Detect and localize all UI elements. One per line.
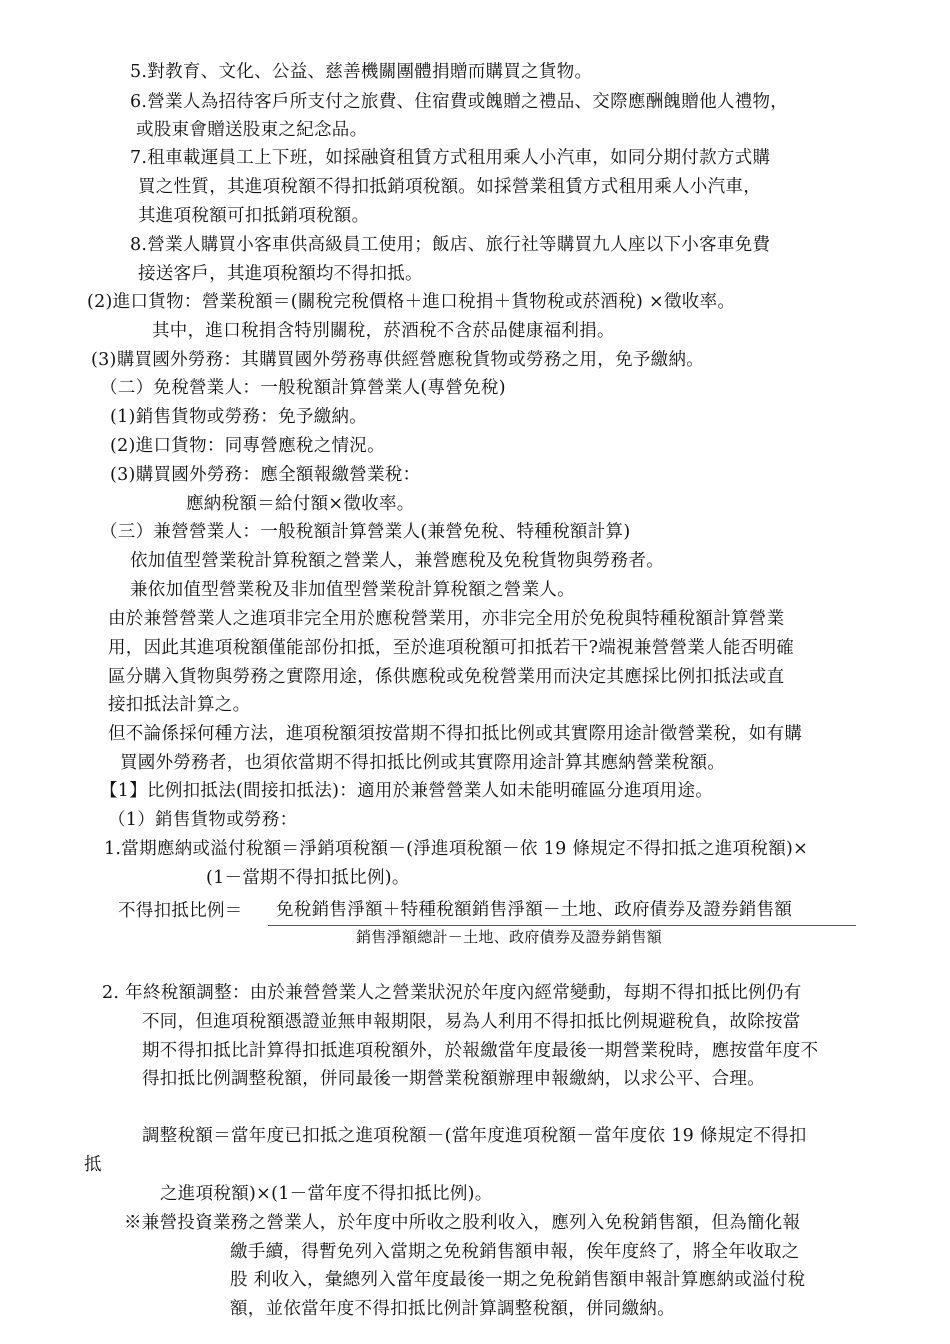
text-line: 其中，進口稅捐含特別關稅，菸酒稅不含菸品健康福利捐。 bbox=[152, 321, 615, 341]
text-line: 8.營業人購買小客車供高級員工使用；飯店、旅行社等購買九人座以下小客車免費 bbox=[130, 235, 771, 255]
note-line: ※兼營投資業務之營業人，於年度中所收之股利收入，應列入免稅銷售額，但為簡化報 bbox=[124, 1213, 801, 1233]
note-line: 額，並依當年度不得扣抵比例計算調整稅額，併同繳納。 bbox=[230, 1299, 675, 1319]
formula-line: (1－當期不得扣抵比例)。 bbox=[206, 868, 410, 888]
text-line: 5.對教育、文化、公益、慈善機關團體捐贈而購買之貨物。 bbox=[130, 62, 593, 82]
text-line: 其進項稅額可扣抵銷項稅額。 bbox=[138, 206, 370, 226]
text-line: 期不得扣抵比計算得扣抵進項稅額外，於報繳當年度最後一期營業稅時，應按當年度不 bbox=[142, 1041, 819, 1061]
fraction-numerator: 免稅銷售淨額＋特種稅額銷售淨額－土地、政府債券及證券銷售額 bbox=[276, 900, 793, 920]
text-line: (3)購買國外勞務：應全額報繳營業稅： bbox=[110, 465, 421, 485]
fraction-denominator: 銷售淨額總計－土地、政府債券及證券銷售額 bbox=[356, 928, 663, 946]
text-line: 7.租車載運員工上下班，如採融資租賃方式租用乘人小汽車，如同分期付款方式購 bbox=[130, 148, 771, 168]
section-heading: （二）免稅營業人：一般稅額計算營業人(專營免稅) bbox=[100, 378, 506, 398]
text-line: 6.營業人為招待客戶所支付之旅費、住宿費或餽贈之禮品、交際應酬餽贈他人禮物， bbox=[130, 92, 789, 112]
text-line: 但不論係採何種方法，進項稅額須按當期不得扣抵比例或其實際用途計徵營業稅，如有購 bbox=[108, 724, 803, 744]
text-line: （1）銷售貨物或勞務： bbox=[108, 810, 298, 830]
note-line: 繳手續，得暫免列入當期之免稅銷售額申報，俟年度終了，將全年收取之 bbox=[230, 1242, 800, 1262]
text-line: 2. 年終稅額調整：由於兼營營業人之營業狀況於年度內經常變動，每期不得扣抵比例仍有 bbox=[102, 983, 802, 1003]
text-line: 或股東會贈送股東之紀念品。 bbox=[136, 120, 368, 140]
text-line: 得扣抵比例調整稅額，併同最後一期營業稅額辦理申報繳納，以求公平、合理。 bbox=[142, 1069, 765, 1089]
text-line: 用，因此其進項稅額僅能部份扣抵，至於進項稅額可扣抵若干?端視兼營營業人能否明確 bbox=[108, 638, 795, 658]
note-line: 股 利收入，彙總列入當年度最後一期之免稅銷售額申報計算應納或溢付稅 bbox=[230, 1270, 806, 1290]
text-line: (1)銷售貨物或勞務：免予繳納。 bbox=[110, 407, 368, 427]
text-line: (2)進口貨物：同專營應稅之情況。 bbox=[110, 436, 385, 456]
text-line: 接扣抵法計算之。 bbox=[108, 695, 251, 715]
text-line: 由於兼營營業人之進項非完全用於應稅營業用，亦非完全用於免稅與特種稅額計算營業 bbox=[108, 609, 785, 629]
text-line: (2)進口貨物：營業稅額＝(關稅完稅價格＋進口稅捐＋貨物稅或菸酒稅) ×徵收率。 bbox=[87, 292, 736, 312]
text-line: 兼依加值型營業稅及非加值型營業稅計算稅額之營業人。 bbox=[130, 580, 575, 600]
section-heading: （三）兼營營業人：一般稅額計算營業人(兼營免稅、特種稅額計算) bbox=[100, 522, 631, 542]
formula-line: 抵 bbox=[84, 1155, 102, 1175]
fraction-label: 不得扣抵比例＝ bbox=[118, 901, 243, 921]
formula-line: 之進項稅額)×(1－當年度不得扣抵比例)。 bbox=[160, 1184, 493, 1204]
section-heading: 【1】比例扣抵法(間接扣抵法)：適用於兼營營業人如未能明確區分進項用途。 bbox=[100, 781, 714, 801]
text-line: 買國外勞務者，也須依當期不得扣抵比例或其實際用途計算其應納營業稅額。 bbox=[120, 753, 726, 773]
text-line: 接送客戶，其進項稅額均不得扣抵。 bbox=[138, 264, 423, 284]
text-line: 區分購入貨物與勞務之實際用途，係供應稅或免稅營業用而決定其應採比例扣抵法或直 bbox=[108, 667, 785, 687]
text-line: 依加值型營業稅計算稅額之營業人，兼營應稅及免稅貨物與勞務者。 bbox=[130, 551, 664, 571]
text-line: 買之性質，其進項稅額不得扣抵銷項稅額。如採營業租賃方式租用乘人小汽車， bbox=[138, 177, 761, 197]
text-line: (3)購買國外勞務：其購買國外勞務專供經營應稅貨物或勞務之用，免予繳納。 bbox=[91, 350, 705, 370]
formula-line: 1.當期應納或溢付稅額＝淨銷項稅額－(淨進項稅額－依 19 條規定不得扣抵之進項稅額)× bbox=[104, 839, 809, 859]
text-line: 不同，但進項稅額憑證並無申報期限，易為人利用不得扣抵比例規避稅負，故除按當 bbox=[142, 1012, 801, 1032]
formula-line: 應納稅額＝給付額×徵收率。 bbox=[186, 494, 415, 514]
formula-line: 調整稅額＝當年度已扣抵之進項稅額－(當年度進項稅額－當年度依 19 條規定不得扣 bbox=[142, 1126, 807, 1146]
